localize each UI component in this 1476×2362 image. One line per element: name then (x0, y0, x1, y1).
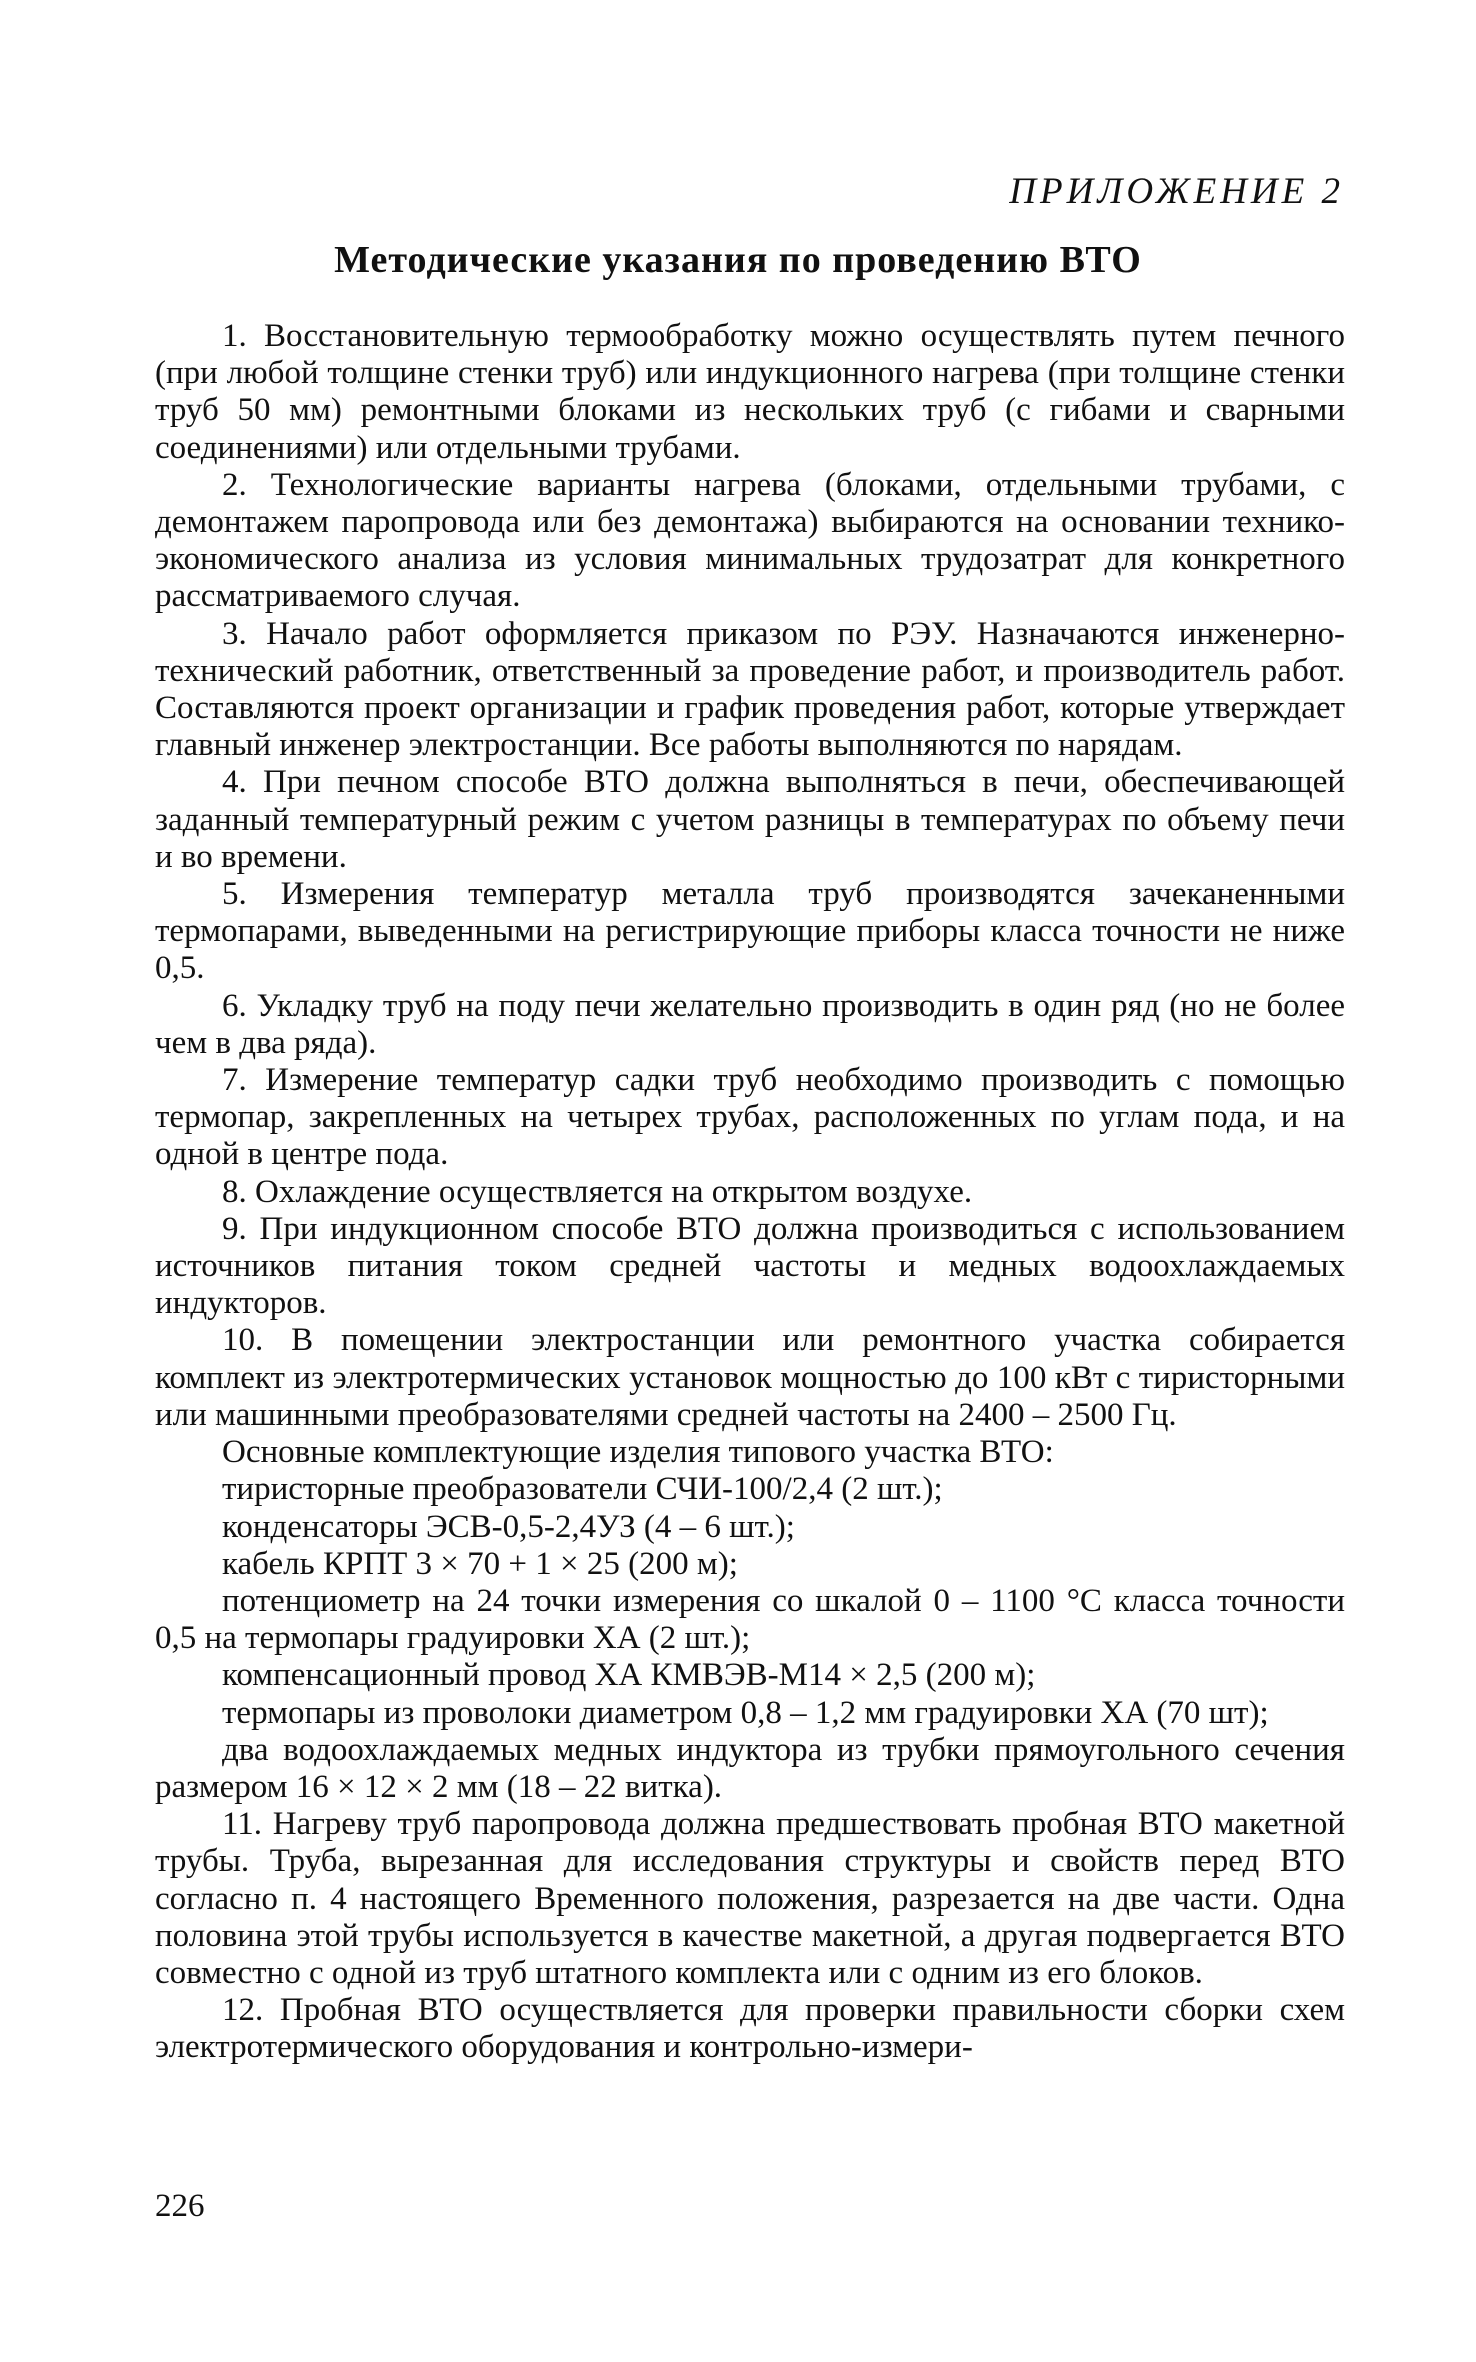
paragraph-10: 10. В помещении электростанции или ремонтного участка собирается комплект из электротермических установок мощностью до 100 кВт с тиристорными или машинными преобразователями средней частоты на 2400 – 2500 Гц. (155, 1322, 1345, 1433)
paragraph-11: 11. Нагреву труб паропровода должна предшествовать пробная ВТО макетной трубы. Труба, вырезанная для исследования структуры и свойств перед ВТО согласно п. 4 настоящего Временного положения, разрезается на две части. Одна половина этой трубы используется в качестве макетной, а другая подвергается ВТО совместно с одной из труб штатного комплекта или с одним из его блоков. (155, 1806, 1345, 1991)
paragraph-4: 4. При печном способе ВТО должна выполняться в печи, обеспечивающей заданный температурный режим с учетом разницы в температурах по объему печи и во времени. (155, 764, 1345, 875)
equipment-item: потенциометр на 24 точки измерения со шкалой 0 – 1100 °С класса точности 0,5 на термопары градуировки ХА (2 шт.); (155, 1582, 1345, 1657)
equipment-list-intro: Основные комплектующие изделия типового участка ВТО: (222, 1434, 1054, 1471)
equipment-item: кабель КРПТ 3 × 70 + 1 × 25 (200 м); (222, 1545, 738, 1582)
body-text (155, 318, 1345, 2067)
page-title: Методические указания по проведению ВТО (334, 239, 1142, 281)
appendix-label: ПРИЛОЖЕНИЕ 2 (1009, 171, 1344, 212)
paragraph-2: 2. Технологические варианты нагрева (блоками, отдельными трубами, с демонтажем паропровода или без демонтажа) выбираются на основании технико-экономического анализа из условия минимальных трудозатрат для конкретного рассматриваемого случая. (155, 466, 1345, 615)
equipment-item: термопары из проволоки диаметром 0,8 – 1,2 мм градуировки ХА (70 шт); (222, 1694, 1269, 1731)
paragraph-6: 6. Укладку труб на поду печи желательно производить в один ряд (но не более чем в два ряда). (155, 987, 1345, 1061)
page-number: 226 (155, 2188, 205, 2224)
equipment-item: два водоохлаждаемых медных индуктора из трубки прямоугольного сечения размером 16 × 12 × 2 мм (18 – 22 витка). (155, 1731, 1345, 1805)
paragraph-8: 8. Охлаждение осуществляется на открытом воздухе. (222, 1173, 973, 1210)
paragraph-7: 7. Измерение температур садки труб необходимо производить с помощью термопар, закрепленных на четырех трубах, расположенных по углам пода, и на одной в центре пода. (155, 1062, 1345, 1173)
paragraph-9: 9. При индукционном способе ВТО должна производиться с использованием источников питания током средней частоты и медных водоохлаждаемых индукторов. (155, 1210, 1345, 1322)
equipment-item: тиристорные преобразователи СЧИ-100/2,4 (2 шт.); (222, 1471, 943, 1508)
paragraph-5: 5. Измерения температур металла труб производятся зачеканенными термопарами, выведенными на регистрирующие приборы класса точности не ниже 0,5. (155, 876, 1345, 987)
paragraph-1: 1. Восстановительную термообработку можно осуществлять путем печного (при любой толщине стенки труб) или индукционного нагрева (при толщине стенки труб 50 мм) ремонтными блоками из нескольких труб (с гибами и сварными соединениями) или отдельными трубами. (155, 318, 1345, 466)
paragraph-12: 12. Пробная ВТО осуществляется для проверки правильности сборки схем электротермического оборудования и контрольно-измери- (155, 1992, 1345, 2066)
equipment-item: компенсационный провод ХА КМВЭВ-М14 × 2,5 (200 м); (222, 1657, 1036, 1694)
paragraph-3: 3. Начало работ оформляется приказом по РЭУ. Назначаются инженерно-технический работник, ответственный за проведение работ, и производитель работ. Составляются проект организации и график проведения работ, которые утверждает главный инженер электростанции. Все работы выполняются по нарядам. (155, 615, 1345, 764)
equipment-item: конденсаторы ЭСВ-0,5-2,4УЗ (4 – 6 шт.); (222, 1508, 795, 1545)
